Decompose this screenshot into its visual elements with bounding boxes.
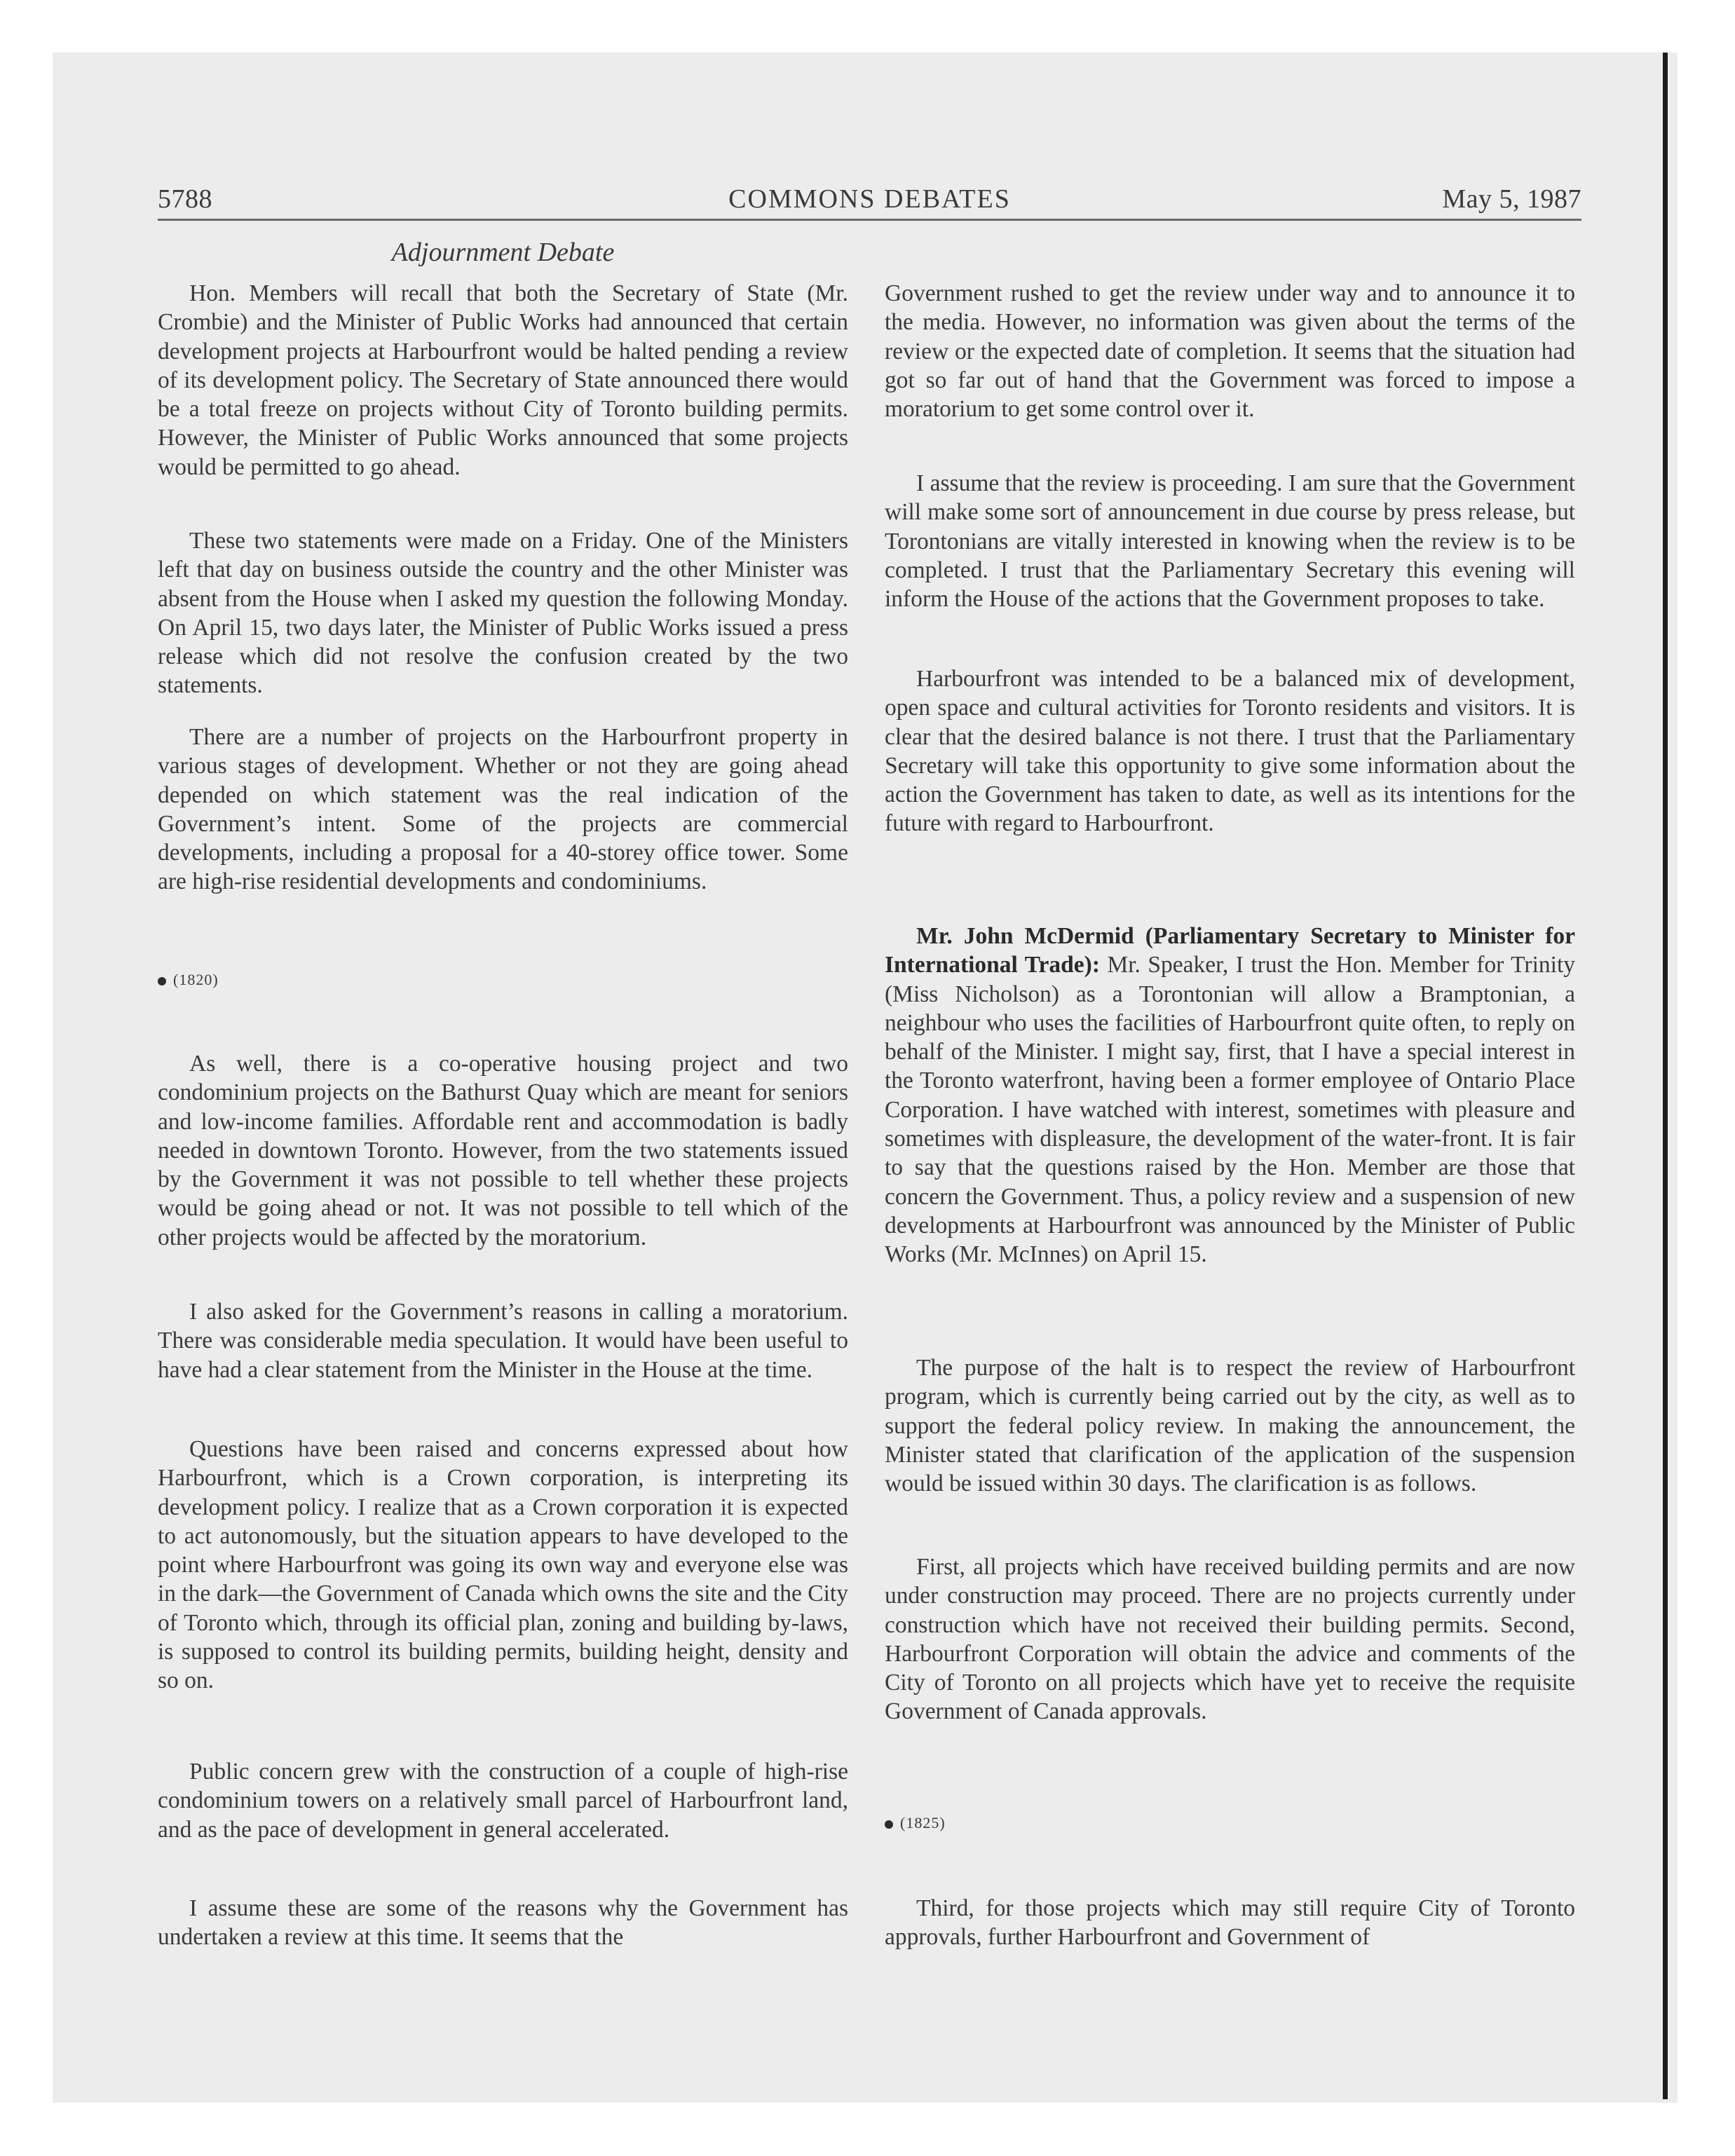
left-paragraph-8: I assume these are some of the reasons why the Government has undertaken a review at this time. It seems that the bbox=[158, 1895, 848, 1951]
left-paragraph-5: I also asked for the Government’s reasons in calling a moratorium. There was considerable media speculation. It would have been useful to have had a clear statement from the Minister in the House at the time. bbox=[158, 1299, 848, 1383]
time-marker: (1825) bbox=[885, 1813, 946, 1834]
bullet-dot-icon bbox=[158, 977, 166, 985]
left-paragraph-6: Questions have been raised and concerns expressed about how Harbourfront, which is a Crown corporation, is interpreting its development policy. I realize that as a Crown corporation it is expected to act autonomously, but the situation appears to have developed to the point where Harbourfront was going its own way and everyone else was in the dark—the Government of Canada which owns the site and the City of Toronto which, through its official plan, zoning and building by-laws, is supposed to control its building permits, building height, density and so on. bbox=[158, 1436, 848, 1694]
right-paragraph-1: Government rushed to get the review under way and to announce it to the media. However, no information was given about the terms of the review or the expected date of completion. It seems that the situation had got so far out of hand that the Government was forced to impose a moratorium to get some control over it. bbox=[885, 280, 1575, 423]
publication-date: May 5, 1987 bbox=[1442, 184, 1581, 214]
right-paragraph-5: The purpose of the halt is to respect the review of Harbourfront program, which is currently being carried out by the city, as well as to support the federal policy review. In making the announcement, the Minister stated that clarification of the application of the suspension would be issued within 30 days. The clarification is as follows. bbox=[885, 1355, 1575, 1497]
bullet-dot-icon bbox=[885, 1820, 893, 1829]
page-number: 5788 bbox=[158, 184, 212, 214]
right-paragraph-3: Harbourfront was intended to be a balanced mix of development, open space and cultural activities for Toronto residents and visitors. It is clear that the desired balance is not there. I trust that the Parliamentary Secretary will take this opportunity to give some information about the action the Government has taken to date, as well as its intentions for the future with regard to Harbourfront. bbox=[885, 666, 1575, 837]
section-label: Adjournment Debate bbox=[391, 238, 615, 267]
left-paragraph-3: There are a number of projects on the Harbourfront property in various stages of development. Whether or not they are going ahead depended on which statement was the real indication of the Government’s intent. Some of the projects are commercial developments, including a proposal for a 40-storey office tower. Some are high-rise residential developments and condominiums. bbox=[158, 724, 848, 895]
left-paragraph-4: As well, there is a co-operative housing project and two condominium projects on the Bathurst Quay which are meant for seniors and low-income families. Affordable rent and accommodation is badly needed in downtown Toronto. However, from the two statements issued by the Government it was not possible to tell whether these projects would be going ahead or not. It was not possible to tell which of the other projects would be affected by the moratorium. bbox=[158, 1051, 848, 1250]
speaker-name: Mr. John McDermid (Parliamentary Secretary to Minister for International Trade): bbox=[885, 923, 1575, 978]
right-paragraph-2: I assume that the review is proceeding. I am sure that the Government will make some sort of announcement in due course by press release, but Torontonians are vitally interested in knowing when the review is to be completed. I trust that the Parliamentary Secretary this evening will inform the House of the actions that the Government proposes to take. bbox=[885, 470, 1575, 613]
right-paragraph-7: Third, for those projects which may still require City of Toronto approvals, further Harbourfront and Government of bbox=[885, 1895, 1575, 1951]
right-paragraph-6: First, all projects which have received building permits and are now under construction may proceed. There are no projects currently under construction which have not received their building permits. Second, Harbourfront Corporation will obtain the advice and comments of the City of Toronto on all projects which have yet to receive the requisite Government of Canada approvals. bbox=[885, 1554, 1575, 1725]
left-paragraph-7: Public concern grew with the construction of a couple of high-rise condominium towers on a relatively small parcel of Harbourfront land, and as the pace of development in general accelerated. bbox=[158, 1759, 848, 1843]
publication-title: COMMONS DEBATES bbox=[728, 184, 1011, 214]
running-header bbox=[158, 179, 1581, 221]
right-paragraph-4 bbox=[885, 922, 1575, 1269]
speech-text: Mr. Speaker, I trust the Hon. Member for Trinity (Miss Nicholson) as a Torontonian will allow a Bramptonian, a neighbour who uses the facilities of Harbourfront quite often, to reply on behalf of the Minister. I might say, first, that I have a special interest in the Toronto waterfront, having been a former employee of Ontario Place Corporation. I have watched with interest, sometimes with pleasure and sometimes with displeasure, the development of the water-front. It is fair to say that the questions raised by the Hon. Member are those that concern the Government. Thus, a policy review and a suspension of new developments at Harbourfront was announced by the Minister of Public Works (Mr. McInnes) on April 15. bbox=[885, 952, 1576, 1268]
time-marker: (1820) bbox=[158, 969, 219, 990]
scan-edge-shadow bbox=[1663, 53, 1668, 2099]
left-paragraph-2: These two statements were made on a Friday. One of the Ministers left that day on business outside the country and the other Minister was absent from the House when I asked my question the following Monday. On April 15, two days later, the Minister of Public Works issued a press release which did not resolve the confusion created by the two statements. bbox=[158, 528, 848, 699]
left-paragraph-1: Hon. Members will recall that both the Secretary of State (Mr. Crombie) and the Minister of Public Works had announced that certain development projects at Harbourfront would be halted pending a review of its development policy. The Secretary of State announced there would be a total freeze on projects without City of Toronto building permits. However, the Minister of Public Works announced that some projects would be permitted to go ahead. bbox=[158, 280, 848, 480]
